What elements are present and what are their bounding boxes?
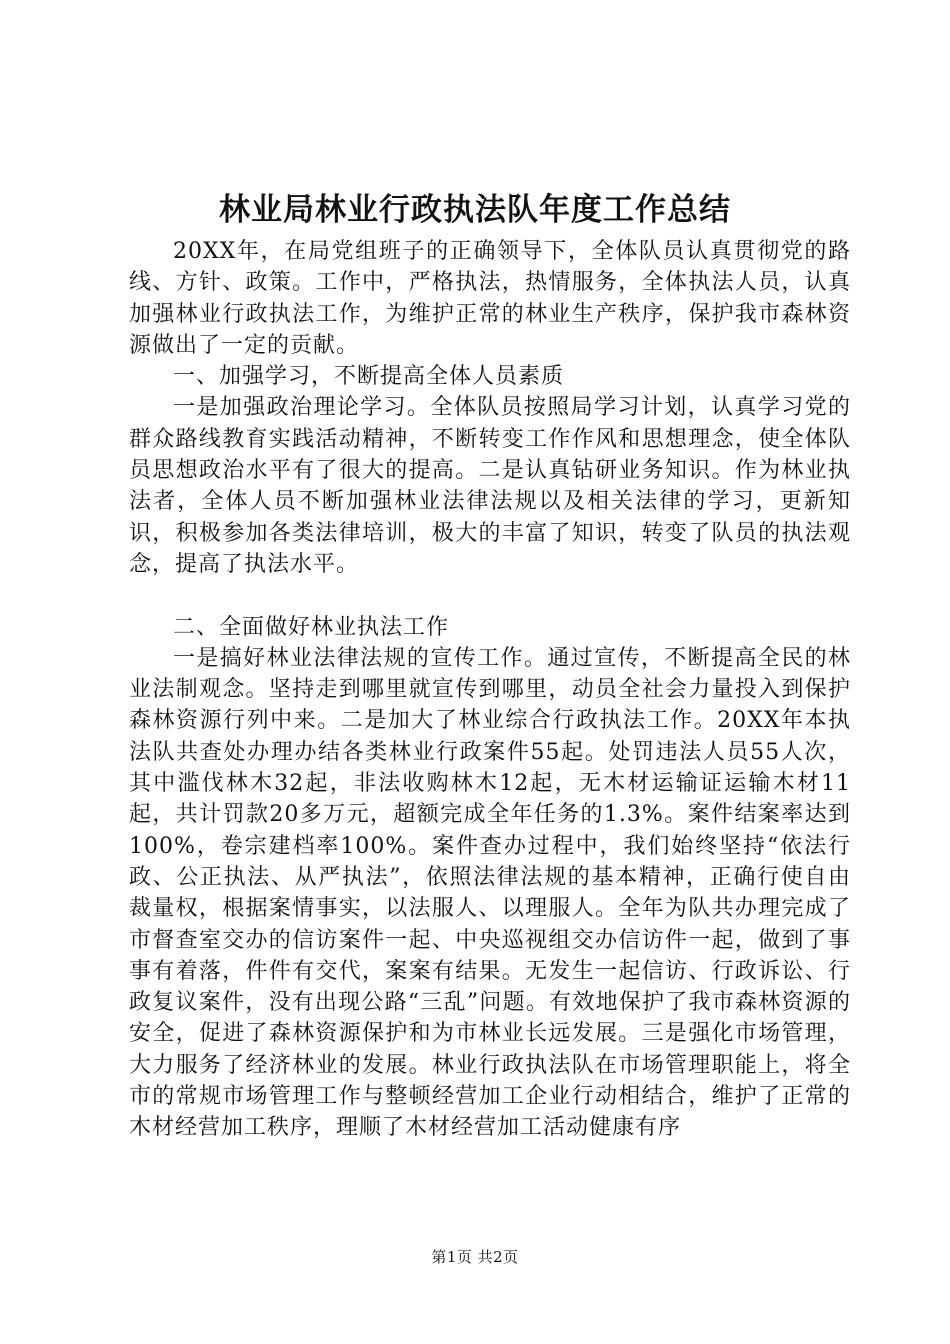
intro-paragraph: 20XX年，在局党组班子的正确领导下，全体队员认真贯彻党的路线、方针、政策。工作中，严格执法，热情服务，全体执法人员，认真加强林业行政执法工作，为维护正常的林业生产秩序，保护我市森林资源做出了一定的贡献。 [129, 239, 851, 358]
blank-line [129, 580, 851, 611]
section-2-paragraph: 一是搞好林业法律法规的宣传工作。通过宣传，不断提高全民的林业法制观念。坚持走到哪里就宣传到哪里，动员全社会力量投入到保护森林资源行列中来。二是加大了林业综合行政执法工作。20XX年本执法队共查处办理办结各类林业行政案件55起。处罚违法人员55人次，其中滥伐林木32起，非法收购林木12起，无木材运输证运输木材11起，共计罚款20多万元，超额完成全年任务的1.3%。案件结案率达到100%，卷宗建档率100%。案件查办过程中，我们始终坚持“依法行政、公正执法、从严执法”，依照法律法规的基本精神，正确行使自由裁量权，根据案情事实，以法服人、以理服人。全年为队共办理完成了市督查室交办的信访案件一起、中央巡视组交办信访件一起，做到了事事有着落，件件有交代，案案有结果。无发生一起信访、行政诉讼、行政复议案件，没有出现公路“三乱”问题。有效地保护了我市森林资源的安全，促进了森林资源保护和为市林业长远发展。三是强化市场管理，大力服务了经济林业的发展。林业行政执法队在市场管理职能上，将全市的常规市场管理工作与整顿经营加工企业行动相结合，维护了正常的木材经营加工秩序，理顺了木材经营加工活动健康有序 [129, 645, 851, 1141]
document-title: 林业局林业行政执法队年度工作总结 [219, 192, 731, 228]
section-heading-2: 二、全面做好林业执法工作 [173, 614, 450, 640]
page-number: 第1页 共2页 [431, 1248, 519, 1266]
document-body [129, 236, 851, 1144]
section-1-paragraph: 一是加强政治理论学习。全体队员按照局学习计划，认真学习党的群众路线教育实践活动精神，不断转变工作作风和思想理念，使全体队员思想政治水平有了很大的提高。二是认真钻研业务知识。作为林业执法者，全体人员不断加强林业法律法规以及相关法律的学习，更新知识，积极参加各类法律培训，极大的丰富了知识，转变了队员的执法观念，提高了执法水平。 [129, 395, 851, 577]
section-heading-1: 一、加强学习，不断提高全体人员素质 [173, 364, 565, 390]
